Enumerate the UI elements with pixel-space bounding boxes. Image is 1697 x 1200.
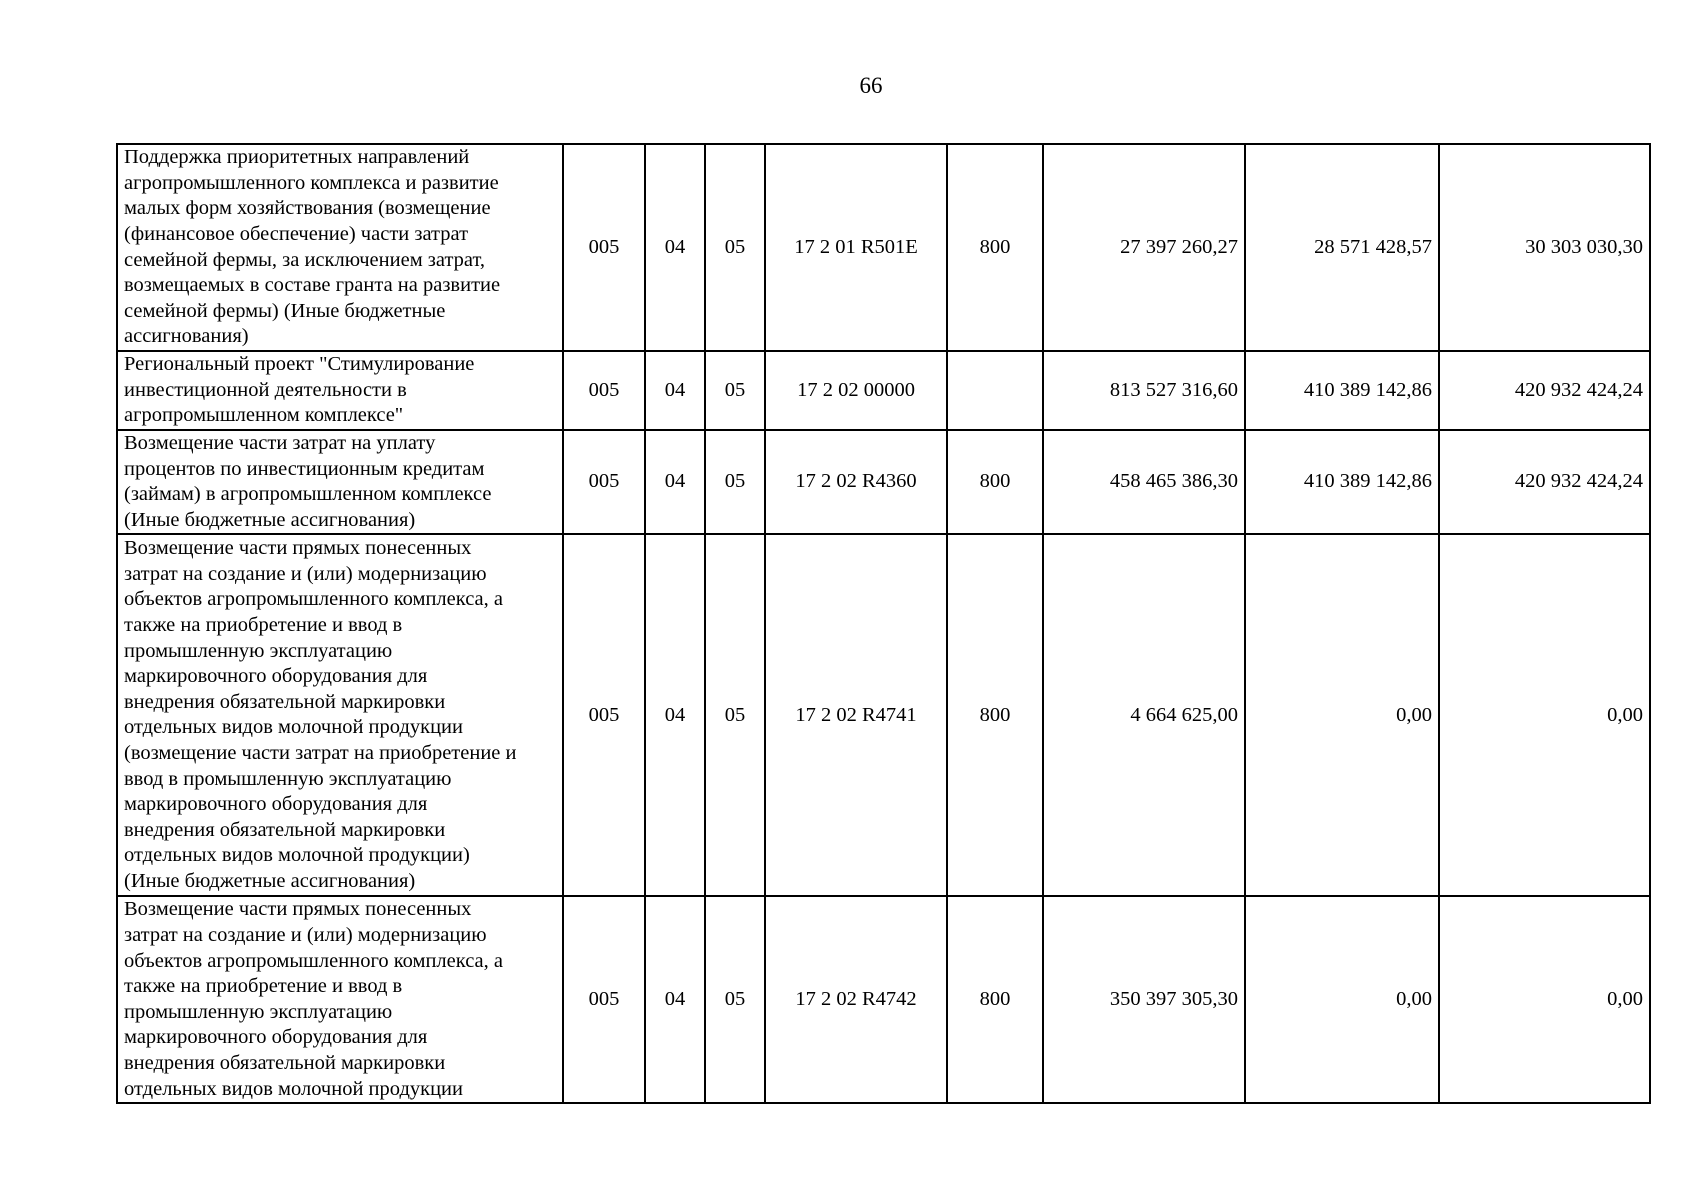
table-row bbox=[117, 430, 1650, 534]
target-article-code: 17 2 02 R4742 bbox=[765, 896, 947, 1103]
ministry-code: 005 bbox=[563, 430, 645, 534]
section-code: 04 bbox=[645, 351, 705, 430]
subsection-code: 05 bbox=[705, 534, 765, 896]
subsection-code: 05 bbox=[705, 144, 765, 351]
row-description: Возмещение части прямых понесенных затрат на создание и (или) модернизацию объектов агропромышленного комплекса, а также на приобретение и ввод в промышленную эксплуатацию маркировочного оборудования для внедрения обязательной маркировки отдельных видов молочной продукции (возмещение части затрат на приобретение и ввод в промышленную эксплуатацию маркировочного оборудования для внедрения обязательной маркировки отдельных видов молочной продукции) (Иные бюджетные ассигнования) bbox=[117, 534, 563, 896]
amount-year-2: 28 571 428,57 bbox=[1245, 144, 1439, 351]
target-article-code: 17 2 02 R4741 bbox=[765, 534, 947, 896]
amount-year-3: 0,00 bbox=[1439, 896, 1650, 1103]
target-article-code: 17 2 02 R4360 bbox=[765, 430, 947, 534]
subsection-code: 05 bbox=[705, 430, 765, 534]
row-description: Возмещение части прямых понесенных затрат на создание и (или) модернизацию объектов агропромышленного комплекса, а также на приобретение и ввод в промышленную эксплуатацию маркировочного оборудования для внедрения обязательной маркировки отдельных видов молочной продукции bbox=[117, 896, 563, 1103]
ministry-code: 005 bbox=[563, 534, 645, 896]
amount-year-1: 458 465 386,30 bbox=[1043, 430, 1245, 534]
section-code: 04 bbox=[645, 896, 705, 1103]
amount-year-1: 350 397 305,30 bbox=[1043, 896, 1245, 1103]
expense-type-code: 800 bbox=[947, 144, 1043, 351]
amount-year-3: 0,00 bbox=[1439, 534, 1650, 896]
expense-type-code: 800 bbox=[947, 534, 1043, 896]
ministry-code: 005 bbox=[563, 144, 645, 351]
expense-type-code bbox=[947, 351, 1043, 430]
table-row bbox=[117, 144, 1650, 351]
section-code: 04 bbox=[645, 534, 705, 896]
budget-table bbox=[116, 143, 1651, 1104]
expense-type-code: 800 bbox=[947, 896, 1043, 1103]
amount-year-3: 30 303 030,30 bbox=[1439, 144, 1650, 351]
target-article-code: 17 2 01 R501E bbox=[765, 144, 947, 351]
amount-year-2: 410 389 142,86 bbox=[1245, 430, 1439, 534]
amount-year-3: 420 932 424,24 bbox=[1439, 430, 1650, 534]
amount-year-1: 4 664 625,00 bbox=[1043, 534, 1245, 896]
section-code: 04 bbox=[645, 430, 705, 534]
page-number: 66 bbox=[859, 73, 883, 98]
amount-year-2: 0,00 bbox=[1245, 896, 1439, 1103]
subsection-code: 05 bbox=[705, 351, 765, 430]
amount-year-1: 813 527 316,60 bbox=[1043, 351, 1245, 430]
table-row bbox=[117, 896, 1650, 1103]
amount-year-1: 27 397 260,27 bbox=[1043, 144, 1245, 351]
table-row bbox=[117, 351, 1650, 430]
ministry-code: 005 bbox=[563, 896, 645, 1103]
subsection-code: 05 bbox=[705, 896, 765, 1103]
row-description: Поддержка приоритетных направлений агропромышленного комплекса и развитие малых форм хозяйствования (возмещение (финансовое обеспечение) части затрат семейной фермы, за исключением затрат, возмещаемых в составе гранта на развитие семейной фермы) (Иные бюджетные ассигнования) bbox=[117, 144, 563, 351]
amount-year-2: 0,00 bbox=[1245, 534, 1439, 896]
target-article-code: 17 2 02 00000 bbox=[765, 351, 947, 430]
ministry-code: 005 bbox=[563, 351, 645, 430]
amount-year-2: 410 389 142,86 bbox=[1245, 351, 1439, 430]
section-code: 04 bbox=[645, 144, 705, 351]
row-description: Региональный проект "Стимулирование инвестиционной деятельности в агропромышленном комплексе" bbox=[117, 351, 563, 430]
row-description: Возмещение части затрат на уплату процентов по инвестиционным кредитам (займам) в агропромышленном комплексе (Иные бюджетные ассигнования) bbox=[117, 430, 563, 534]
table-row bbox=[117, 534, 1650, 896]
expense-type-code: 800 bbox=[947, 430, 1043, 534]
amount-year-3: 420 932 424,24 bbox=[1439, 351, 1650, 430]
